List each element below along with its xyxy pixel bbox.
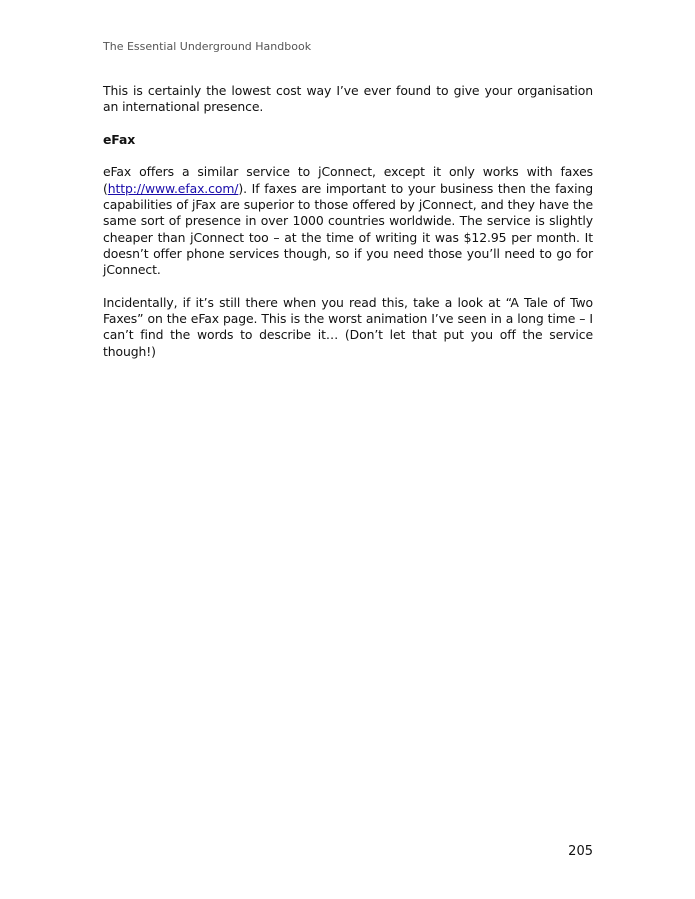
paragraph-efax-description (103, 164, 593, 278)
section-heading-efax: eFax (103, 131, 136, 147)
page-body (103, 83, 593, 376)
paragraph-lowest-cost: This is certainly the lowest cost way I’ve ever found to give your organisation an international presence. (103, 83, 593, 115)
running-header: The Essential Underground Handbook (103, 40, 312, 53)
page-number: 205 (568, 844, 593, 859)
efax-link[interactable]: http://www.efax.com/ (107, 180, 239, 196)
paragraph-text-after-link: ). If faxes are important to your business then the faxing capabilities of jFax are superior to those offered by jConnect, and they have the same sort of presence in over 1000 countries worldwide. The service is slightly cheaper than jConnect too – at the time of writing it was $12.95 per month. It doesn’t offer phone services though, so if you need those you’ll need to go for jConnect. (103, 180, 593, 278)
paragraph-text-before-link: eFax offers a similar service to jConnect, except it only works with faxes ( (103, 164, 593, 196)
paragraph-tale-of-two-faxes: Incidentally, if it’s still there when you read this, take a look at “A Tale of Two Faxes” on the eFax page. This is the worst animation I’ve seen in a long time – I can’t find the words to describe it… (Don’t let that put you off the service though!) (103, 294, 593, 359)
